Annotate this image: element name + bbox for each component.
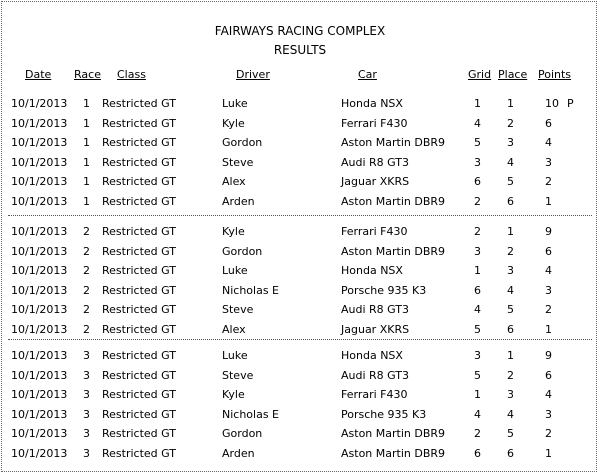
cell-car: Honda NSX <box>341 97 403 110</box>
cell-place: 3 <box>507 388 514 402</box>
cell-place: 5 <box>507 175 514 189</box>
cell-place: 2 <box>507 244 514 258</box>
cell-place: 6 <box>507 447 514 460</box>
cell-points: 4 <box>545 264 552 278</box>
cell-date: 10/1/2013 <box>11 264 68 278</box>
cell-driver: Nicholas E <box>222 407 280 421</box>
cell-place: 1 <box>507 349 514 362</box>
cell-place: 4 <box>507 407 514 421</box>
table-row <box>0 97 600 116</box>
cell-car: Aston Martin DBR9 <box>341 447 446 460</box>
cell-car: Honda NSX <box>341 349 403 362</box>
table-row <box>0 408 600 427</box>
cell-grid: 3 <box>474 349 481 362</box>
cell-class: Restricted GT <box>102 244 176 258</box>
cell-car: Jaguar XKRS <box>341 175 410 189</box>
cell-grid: 2 <box>474 225 481 238</box>
cell-points: 6 <box>545 244 552 258</box>
cell-driver: Gordon <box>222 136 263 150</box>
cell-points: 2 <box>545 175 552 189</box>
header-car: Car <box>358 68 377 81</box>
header-class: Class <box>117 68 146 81</box>
cell-class: Restricted GT <box>102 447 176 460</box>
cell-date: 10/1/2013 <box>11 283 68 297</box>
cell-grid: 5 <box>474 136 481 150</box>
cell-car: Aston Martin DBR9 <box>341 244 446 258</box>
cell-date: 10/1/2013 <box>11 323 68 336</box>
cell-date: 10/1/2013 <box>11 303 68 317</box>
cell-class: Restricted GT <box>102 225 176 238</box>
cell-points: 2 <box>545 303 552 317</box>
cell-race: 2 <box>83 323 90 336</box>
cell-race: 3 <box>83 388 90 402</box>
cell-place: 1 <box>507 225 514 238</box>
table-row <box>0 175 600 194</box>
cell-date: 10/1/2013 <box>11 407 68 421</box>
header-driver: Driver <box>236 68 270 81</box>
cell-place: 3 <box>507 264 514 278</box>
cell-car: Aston Martin DBR9 <box>341 195 446 208</box>
cell-grid: 1 <box>474 97 481 110</box>
cell-grid: 6 <box>474 283 481 297</box>
cell-points: 6 <box>545 368 552 382</box>
cell-place: 2 <box>507 368 514 382</box>
cell-grid: 2 <box>474 195 481 208</box>
table-row <box>0 245 600 264</box>
cell-driver: Arden <box>222 195 255 208</box>
cell-date: 10/1/2013 <box>11 116 68 130</box>
cell-class: Restricted GT <box>102 349 176 362</box>
cell-date: 10/1/2013 <box>11 225 68 238</box>
cell-class: Restricted GT <box>102 264 176 278</box>
cell-race: 2 <box>83 225 90 238</box>
cell-race: 1 <box>83 195 90 208</box>
cell-place: 6 <box>507 195 514 208</box>
table-row <box>0 264 600 283</box>
cell-grid: 1 <box>474 388 481 402</box>
cell-points: 2 <box>545 427 552 441</box>
cell-class: Restricted GT <box>102 195 176 208</box>
cell-class: Restricted GT <box>102 427 176 441</box>
cell-place: 4 <box>507 283 514 297</box>
cell-car: Audi R8 GT3 <box>341 368 410 382</box>
cell-race: 3 <box>83 407 90 421</box>
cell-driver: Alex <box>222 323 246 336</box>
cell-car: Ferrari F430 <box>341 116 408 130</box>
cell-date: 10/1/2013 <box>11 447 68 460</box>
cell-date: 10/1/2013 <box>11 195 68 208</box>
page-subtitle: RESULTS <box>273 43 327 57</box>
cell-grid: 3 <box>474 244 481 258</box>
cell-points: 6 <box>545 116 552 130</box>
cell-date: 10/1/2013 <box>11 368 68 382</box>
cell-place: 5 <box>507 303 514 317</box>
cell-points: 4 <box>545 136 552 150</box>
cell-flag: P <box>567 97 574 110</box>
cell-race: 1 <box>83 97 90 110</box>
cell-class: Restricted GT <box>102 388 176 402</box>
table-row <box>0 303 600 322</box>
cell-points: 1 <box>545 323 552 336</box>
cell-points: 3 <box>545 155 552 169</box>
table-row <box>0 117 600 136</box>
cell-class: Restricted GT <box>102 97 176 110</box>
cell-race: 2 <box>83 244 90 258</box>
cell-car: Audi R8 GT3 <box>341 155 410 169</box>
cell-driver: Luke <box>222 349 248 362</box>
cell-driver: Kyle <box>222 225 245 238</box>
cell-place: 3 <box>507 136 514 150</box>
cell-class: Restricted GT <box>102 323 176 336</box>
cell-car: Aston Martin DBR9 <box>341 427 446 441</box>
cell-driver: Gordon <box>222 427 263 441</box>
cell-class: Restricted GT <box>102 155 176 169</box>
cell-car: Aston Martin DBR9 <box>341 136 446 150</box>
cell-car: Honda NSX <box>341 264 403 278</box>
cell-points: 9 <box>545 225 552 238</box>
cell-race: 1 <box>83 175 90 189</box>
cell-grid: 4 <box>474 407 481 421</box>
cell-points: 3 <box>545 283 552 297</box>
cell-race: 1 <box>83 136 90 150</box>
cell-race: 2 <box>83 264 90 278</box>
cell-driver: Steve <box>222 368 254 382</box>
cell-car: Porsche 935 K3 <box>341 283 427 297</box>
table-row <box>0 427 600 446</box>
cell-driver: Luke <box>222 97 248 110</box>
cell-place: 6 <box>507 323 514 336</box>
cell-place: 5 <box>507 427 514 441</box>
cell-race: 3 <box>83 427 90 441</box>
cell-class: Restricted GT <box>102 368 176 382</box>
table-row <box>0 195 600 214</box>
cell-class: Restricted GT <box>102 283 176 297</box>
cell-race: 3 <box>83 368 90 382</box>
cell-grid: 6 <box>474 447 481 460</box>
cell-grid: 4 <box>474 116 481 130</box>
cell-car: Porsche 935 K3 <box>341 407 427 421</box>
cell-car: Ferrari F430 <box>341 388 408 402</box>
group-divider <box>8 215 592 216</box>
cell-place: 2 <box>507 116 514 130</box>
cell-grid: 5 <box>474 368 481 382</box>
header-race: Race <box>74 68 101 81</box>
cell-date: 10/1/2013 <box>11 136 68 150</box>
cell-race: 2 <box>83 303 90 317</box>
cell-driver: Arden <box>222 447 255 460</box>
header-grid: Grid <box>468 68 492 81</box>
cell-driver: Kyle <box>222 388 245 402</box>
cell-race: 2 <box>83 283 90 297</box>
cell-points: 9 <box>545 349 552 362</box>
cell-class: Restricted GT <box>102 175 176 189</box>
cell-date: 10/1/2013 <box>11 175 68 189</box>
cell-driver: Luke <box>222 264 248 278</box>
cell-driver: Kyle <box>222 116 245 130</box>
cell-points: 3 <box>545 407 552 421</box>
table-row <box>0 349 600 368</box>
cell-grid: 1 <box>474 264 481 278</box>
cell-driver: Nicholas E <box>222 283 280 297</box>
table-row <box>0 156 600 175</box>
cell-race: 3 <box>83 349 90 362</box>
cell-class: Restricted GT <box>102 116 176 130</box>
cell-grid: 5 <box>474 323 481 336</box>
table-row <box>0 284 600 303</box>
cell-driver: Steve <box>222 303 254 317</box>
table-row <box>0 388 600 407</box>
cell-points: 4 <box>545 388 552 402</box>
cell-date: 10/1/2013 <box>11 97 68 110</box>
cell-driver: Alex <box>222 175 246 189</box>
table-row <box>0 136 600 155</box>
header-points: Points <box>538 68 572 81</box>
cell-date: 10/1/2013 <box>11 427 68 441</box>
cell-points: 1 <box>545 447 552 460</box>
cell-date: 10/1/2013 <box>11 155 68 169</box>
cell-grid: 3 <box>474 155 481 169</box>
cell-grid: 6 <box>474 175 481 189</box>
cell-class: Restricted GT <box>102 407 176 421</box>
cell-class: Restricted GT <box>102 136 176 150</box>
cell-date: 10/1/2013 <box>11 349 68 362</box>
header-date: Date <box>25 68 52 81</box>
cell-race: 1 <box>83 155 90 169</box>
cell-place: 1 <box>507 97 514 110</box>
cell-points: 1 <box>545 195 552 208</box>
cell-driver: Steve <box>222 155 254 169</box>
cell-race: 1 <box>83 116 90 130</box>
header-place: Place <box>498 68 528 81</box>
cell-date: 10/1/2013 <box>11 244 68 258</box>
table-row <box>0 225 600 244</box>
cell-car: Jaguar XKRS <box>341 323 410 336</box>
cell-class: Restricted GT <box>102 303 176 317</box>
cell-car: Ferrari F430 <box>341 225 408 238</box>
table-row <box>0 447 600 466</box>
cell-driver: Gordon <box>222 244 263 258</box>
table-row <box>0 369 600 388</box>
group-divider <box>8 339 592 340</box>
cell-date: 10/1/2013 <box>11 388 68 402</box>
page-title: FAIRWAYS RACING COMPLEX <box>214 24 386 38</box>
cell-points: 10 <box>545 97 559 110</box>
cell-grid: 4 <box>474 303 481 317</box>
cell-car: Audi R8 GT3 <box>341 303 410 317</box>
cell-place: 4 <box>507 155 514 169</box>
cell-race: 3 <box>83 447 90 460</box>
cell-grid: 2 <box>474 427 481 441</box>
